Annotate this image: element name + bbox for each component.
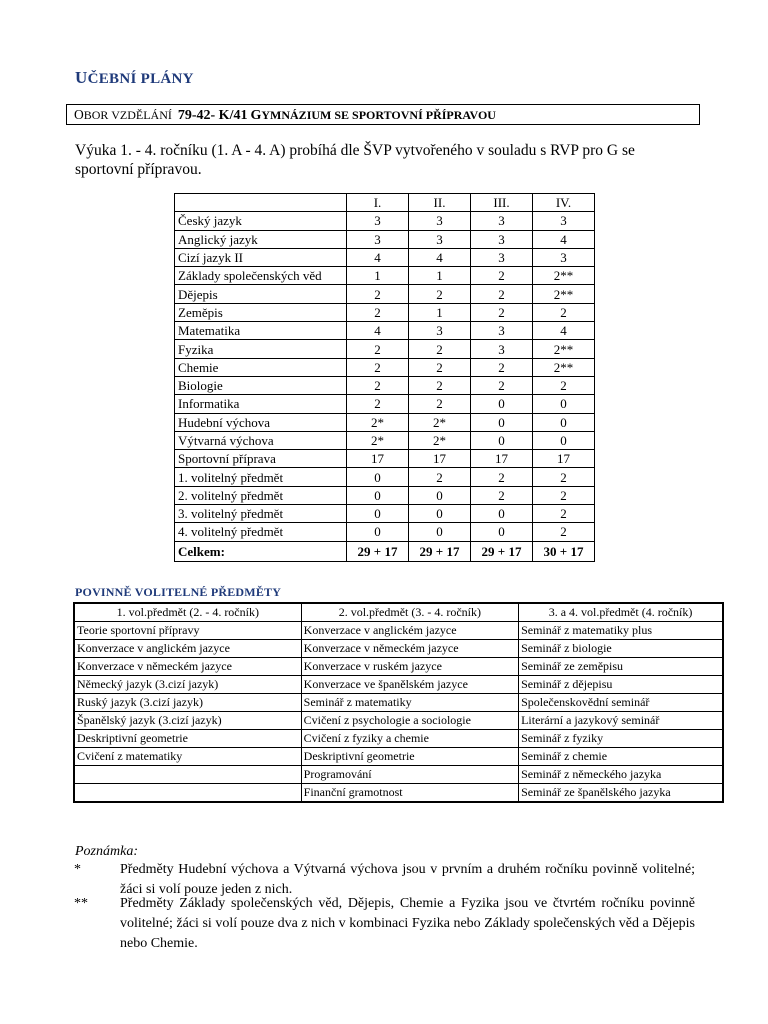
hours-cell: 3 [471,248,533,266]
subject-cell: Celkem: [175,541,347,561]
table-row [175,395,595,413]
hours-cell: 30 + 17 [533,541,595,561]
hours-cell: 29 + 17 [347,541,409,561]
subject-cell: Seminář z biologie [519,640,723,658]
note-label: Poznámka: [75,844,138,859]
table-row [175,267,595,285]
hours-cell: 2 [471,285,533,303]
hours-cell: 3 [409,322,471,340]
table-row [74,694,723,712]
subject-cell: Výtvarná výchova [175,431,347,449]
hours-cell: 0 [533,431,595,449]
hours-cell: 2 [471,303,533,321]
hours-cell: 2 [347,395,409,413]
note-marker: ** [74,896,88,911]
table-row [175,505,595,523]
table-row [175,450,595,468]
table-row [74,658,723,676]
hours-cell: 29 + 17 [471,541,533,561]
subject-cell: Konverzace v anglickém jazyce [301,622,518,640]
hours-cell: 0 [533,395,595,413]
hours-cell: 4 [533,230,595,248]
subject-cell: Anglický jazyk [175,230,347,248]
hours-cell: 3 [409,212,471,230]
hours-cell: IV. [533,194,595,212]
hours-cell: II. [409,194,471,212]
hours-cell: 0 [347,505,409,523]
hours-cell: 2 [347,340,409,358]
subject-cell: Seminář z matematiky plus [519,622,723,640]
subject-cell: Biologie [175,376,347,394]
hours-cell: 2 [409,395,471,413]
hours-cell: 1 [409,267,471,285]
subject-cell: Seminář z matematiky [301,694,518,712]
table-row [175,358,595,376]
subject-cell: Konverzace v německém jazyce [301,640,518,658]
hours-cell: 17 [409,450,471,468]
table-row [74,784,723,803]
subject-cell: 2. volitelný předmět [175,486,347,504]
table-row [74,730,723,748]
subject-cell: Konverzace v německém jazyce [74,658,301,676]
subject-cell: Seminář ze zeměpisu [519,658,723,676]
hours-cell: 0 [471,413,533,431]
subject-cell: Cvičení z matematiky [74,748,301,766]
hours-cell: 2 [533,303,595,321]
subject-cell: Literární a jazykový seminář [519,712,723,730]
column-header: 2. vol.předmět (3. - 4. ročník) [301,603,518,622]
hours-cell: 2 [347,376,409,394]
hours-cell: 3 [471,340,533,358]
subject-cell: Informatika [175,395,347,413]
table-row [175,248,595,266]
hours-cell: 3 [533,212,595,230]
hours-cell: 1 [409,303,471,321]
hours-cell: 17 [347,450,409,468]
column-header: 1. vol.předmět (2. - 4. ročník) [74,603,301,622]
hours-cell: 4 [409,248,471,266]
subject-cell: 1. volitelný předmět [175,468,347,486]
hours-cell: 17 [471,450,533,468]
hours-cell: 0 [471,505,533,523]
subject-cell: Ruský jazyk (3.cizí jazyk) [74,694,301,712]
subject-cell: Seminář z německého jazyka [519,766,723,784]
hours-cell: 2 [409,340,471,358]
hours-cell: 2 [533,505,595,523]
hours-cell: 2 [471,376,533,394]
hours-cell: 2 [471,468,533,486]
subject-cell: Deskriptivní geometrie [301,748,518,766]
hours-cell: 2 [347,358,409,376]
column-header: 3. a 4. vol.předmět (4. ročník) [519,603,723,622]
subject-cell: Sportovní příprava [175,450,347,468]
hours-cell: 3 [471,230,533,248]
hours-cell: 2 [533,376,595,394]
elective-heading: POVINNĚ VOLITELNÉ PŘEDMĚTY [75,585,282,599]
subject-cell: Seminář z dějepisu [519,676,723,694]
hours-cell: 4 [347,248,409,266]
hours-cell: 2** [533,285,595,303]
table-total-row [175,541,595,561]
hours-cell: III. [471,194,533,212]
hours-cell: 4 [533,322,595,340]
subject-cell: Německý jazyk (3.cizí jazyk) [74,676,301,694]
table-row [175,468,595,486]
hours-cell: 3 [533,248,595,266]
subject-cell: Teorie sportovní přípravy [74,622,301,640]
subject-cell: Cvičení z fyziky a chemie [301,730,518,748]
table-row [74,766,723,784]
hours-cell: 0 [471,523,533,541]
subject-cell [74,784,301,803]
hours-cell: 0 [409,486,471,504]
table-row [175,340,595,358]
table-row [175,322,595,340]
table-row [175,230,595,248]
hours-cell: 2* [409,431,471,449]
hours-cell: 2 [409,376,471,394]
subject-cell: Základy společenských věd [175,267,347,285]
hours-cell: 2 [471,358,533,376]
elective-subjects-table [73,602,724,803]
hours-cell: 0 [347,523,409,541]
table-row [74,748,723,766]
note-marker: * [74,862,81,877]
hours-cell: 3 [471,212,533,230]
subject-cell: Seminář ze španělského jazyka [519,784,723,803]
hours-cell: 0 [471,395,533,413]
table-row [175,376,595,394]
hours-cell: 2* [347,431,409,449]
subject-cell: 4. volitelný předmět [175,523,347,541]
subject-cell: Deskriptivní geometrie [74,730,301,748]
table-row [74,640,723,658]
hours-cell: 2 [347,285,409,303]
subject-cell: Fyzika [175,340,347,358]
table-row [175,523,595,541]
hours-cell: 2* [347,413,409,431]
subject-cell: Hudební výchova [175,413,347,431]
subject-cell: Chemie [175,358,347,376]
intro-paragraph: Výuka 1. - 4. ročníku (1. A - 4. A) probíhá dle ŠVP vytvořeného v souladu s RVP pro G se sportovní přípravou. [75,142,635,178]
table-row [175,431,595,449]
subject-cell: Seminář z chemie [519,748,723,766]
subject-cell: Cizí jazyk II [175,248,347,266]
hours-cell: 3 [409,230,471,248]
hours-cell: 2 [533,468,595,486]
subject-cell: Český jazyk [175,212,347,230]
subject-cell: Společenskovědní seminář [519,694,723,712]
curriculum-table [174,193,595,562]
hours-cell: 4 [347,322,409,340]
subject-cell: Matematika [175,322,347,340]
page-title: UČEBNÍ PLÁNY [75,68,194,87]
hours-cell: 0 [409,523,471,541]
hours-cell: 0 [471,431,533,449]
table-header-row [74,603,723,622]
hours-cell: 2* [409,413,471,431]
hours-cell: 2 [409,358,471,376]
study-field-code: 79-42- K/41 [177,108,248,123]
subject-cell: Španělský jazyk (3.cizí jazyk) [74,712,301,730]
table-row [175,212,595,230]
subject-cell: Programování [301,766,518,784]
table-row [74,676,723,694]
hours-cell: I. [347,194,409,212]
subject-cell: Konverzace ve španělském jazyce [301,676,518,694]
table-row [74,622,723,640]
hours-cell: 2 [533,486,595,504]
hours-cell: 17 [533,450,595,468]
subject-cell: Finanční gramotnost [301,784,518,803]
subject-cell: 3. volitelný předmět [175,505,347,523]
subject-cell: Cvičení z psychologie a sociologie [301,712,518,730]
table-row [175,413,595,431]
study-field-box: OBOR VZDĚLÁNÍ 79-42- K/41 GYMNÁZIUM SE SPORTOVNÍ PŘÍPRAVOU [66,104,700,125]
table-row [175,303,595,321]
hours-cell: 2 [409,468,471,486]
hours-cell: 3 [471,322,533,340]
hours-cell: 2 [409,285,471,303]
hours-cell: 3 [347,212,409,230]
hours-cell: 3 [347,230,409,248]
hours-cell: 2** [533,358,595,376]
subject-cell: Zeměpis [175,303,347,321]
table-row [175,285,595,303]
subject-cell: Seminář z fyziky [519,730,723,748]
note-text: Předměty Hudební výchova a Výtvarná výchova jsou v prvním a druhém ročníku povinně volitelné; žáci si volí pouze jeden z nich. [120,862,695,897]
hours-cell: 2** [533,267,595,285]
hours-cell: 0 [409,505,471,523]
hours-cell: 2 [471,486,533,504]
hours-cell: 2 [471,267,533,285]
table-row [74,712,723,730]
hours-cell: 2 [347,303,409,321]
hours-cell: 0 [533,413,595,431]
subject-cell [74,766,301,784]
hours-cell: 29 + 17 [409,541,471,561]
subject-cell: Dějepis [175,285,347,303]
hours-cell: 0 [347,486,409,504]
subject-cell [175,194,347,212]
hours-cell: 1 [347,267,409,285]
hours-cell: 2** [533,340,595,358]
table-header-row [175,194,595,212]
subject-cell: Konverzace v ruském jazyce [301,658,518,676]
subject-cell: Konverzace v anglickém jazyce [74,640,301,658]
hours-cell: 0 [347,468,409,486]
table-row [175,486,595,504]
hours-cell: 2 [533,523,595,541]
note-text: Předměty Základy společenských věd, Dějepis, Chemie a Fyzika jsou ve čtvrtém ročníku povinně volitelné; žáci si volí pouze dva z nich v kombinaci Fyzika nebo Základy společenských věd a Dějepis nebo Chemie. [120,896,695,951]
